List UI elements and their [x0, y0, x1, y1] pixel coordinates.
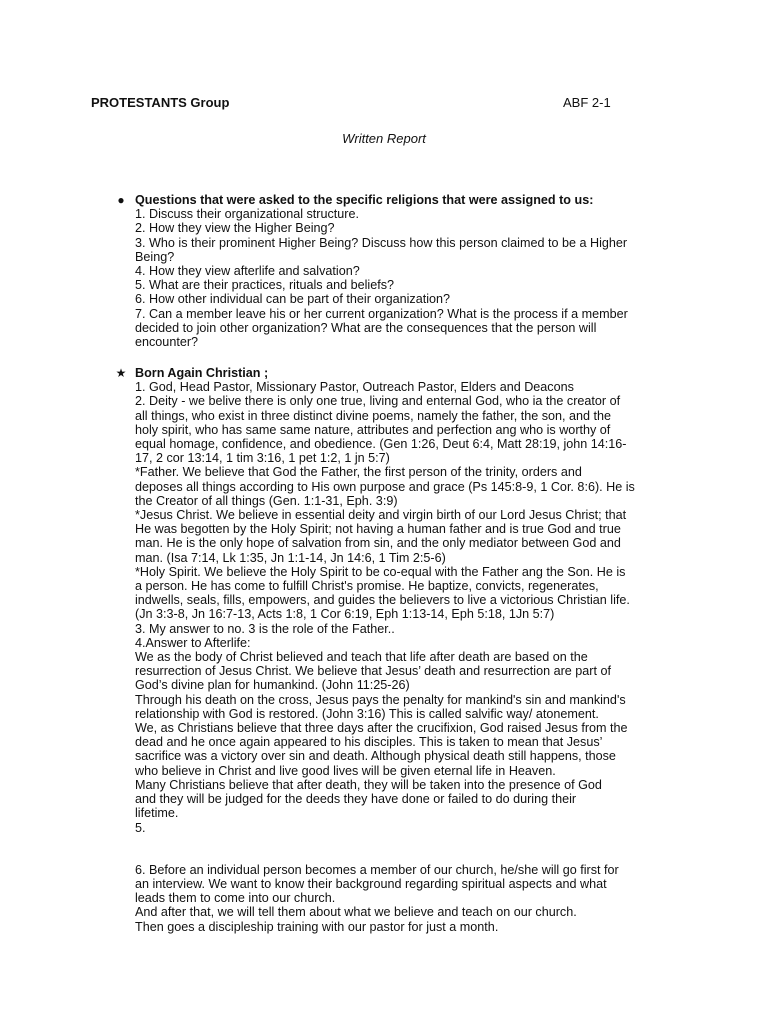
questions-heading: Questions that were asked to the specific religions that were assigned to us:: [135, 193, 594, 207]
answer-line: equal homage, confidence, and obedience. (Gen 1:26, Deut 6:4, Matt 28:19, john 14:16-: [135, 437, 627, 452]
answer-line: who believe in Christ and live good lives will be given eternal life in Heaven.: [135, 763, 556, 778]
answer-line: He was begotten by the Holy Spirit; not having a human father and is true God and true: [135, 522, 621, 537]
answer-line: We as the body of Christ believed and teach that life after death are based on the: [135, 650, 588, 665]
answer-line: And after that, we will tell them about what we believe and teach on our church.: [135, 905, 577, 920]
answer-line: God’s divine plan for humankind. (John 11:25-26): [135, 678, 410, 693]
question-line: 2. How they view the Higher Being?: [135, 221, 335, 236]
answer-line: man. He is the only hope of salvation from sin, and the only mediator between God and: [135, 536, 621, 551]
answer-line: sacrifice was a victory over sin and death. Although physical death still happens, those: [135, 749, 616, 764]
section-code: ABF 2-1: [563, 95, 611, 110]
question-line: 4. How they view afterlife and salvation?: [135, 264, 360, 279]
question-line: 5. What are their practices, rituals and beliefs?: [135, 278, 394, 293]
paragraph-gap: [135, 849, 680, 863]
answer-line: 1. God, Head Pastor, Missionary Pastor, Outreach Pastor, Elders and Deacons: [135, 380, 574, 395]
answer-line: *Jesus Christ. We believe in essential deity and virgin birth of our Lord Jesus Christ; that: [135, 508, 627, 523]
answer-line: 5.: [135, 820, 146, 835]
answer-line: the Creator of all things (Gen. 1:1-31, Eph. 3:9): [135, 493, 398, 508]
answer-line: dead and he once again appeared to his disciples. This is taken to mean that Jesus’: [135, 735, 603, 750]
answer-line: 6. Before an individual person becomes a member of our church, he/she will go first for: [135, 862, 619, 877]
answer-line: relationship with God is restored. (John 3:16) This is called salvific way/ atonement.: [135, 706, 599, 721]
question-line: 6. How other individual can be part of their organization?: [135, 292, 451, 307]
answer-line: indwells, seals, fills, empowers, and guides the believers to live a victorious Christian life.: [135, 593, 630, 608]
answer-line: a person. He has come to fulfill Christ's promise. He baptize, convicts, regenerates,: [135, 579, 599, 594]
answer-line: lifetime.: [135, 806, 179, 821]
answer-line: resurrection of Jesus Christ. We believe that Jesus’ death and resurrection are part of: [135, 664, 611, 679]
report-subtitle: Written Report: [342, 131, 426, 146]
paragraph-gap: [135, 835, 680, 849]
question-line: 3. Who is their prominent Higher Being? Discuss how this person claimed to be a Higher: [135, 235, 628, 250]
answer-line: holy spirit, who has same same nature, attributes and perfection ang who is worthy of: [135, 422, 611, 437]
questions-content: [135, 193, 680, 349]
answer-line: *Father. We believe that God the Father, the first person of the trinity, orders and: [135, 465, 582, 480]
answer-line: Through his death on the cross, Jesus pays the penalty for mankind's sin and mankind's: [135, 692, 626, 707]
question-line: Being?: [135, 249, 175, 264]
question-line: decided to join other organization? What are the consequences that the person will: [135, 320, 597, 335]
born-again-content: [135, 366, 680, 934]
bullet-circle-icon: ●: [117, 193, 125, 207]
question-line: encounter?: [135, 335, 199, 350]
bullet-star-icon: ★: [115, 366, 127, 380]
question-line: 7. Can a member leave his or her current organization? What is the process if a member: [135, 306, 628, 321]
answer-line: We, as Christians believe that three days after the crucifixion, God raised Jesus from the: [135, 721, 628, 736]
answer-line: 4.Answer to Afterlife:: [135, 635, 251, 650]
answer-line: deposes all things according to His own purpose and grace (Ps 145:8-9, 1 Cor. 8:6). He is: [135, 479, 635, 494]
answer-line: leads them to come into our church.: [135, 891, 336, 906]
answer-line: 2. Deity - we belive there is only one true, living and enternal God, who ia the creator of: [135, 394, 621, 409]
answer-line: Many Christians believe that after death, they will be taken into the presence of God: [135, 777, 602, 792]
answer-line: (Jn 3:3-8, Jn 16:7-13, Acts 1:8, 1 Cor 6:19, Eph 1:13-14, Eph 5:18, 1Jn 5:7): [135, 607, 555, 622]
answer-line: man. (Isa 7:14, Lk 1:35, Jn 1:1-14, Jn 14:6, 1 Tim 2:5-6): [135, 550, 446, 565]
question-line: 1. Discuss their organizational structure.: [135, 207, 359, 222]
answer-line: *Holy Spirit. We believe the Holy Spirit to be co-equal with the Father ang the Son. He is: [135, 564, 626, 579]
born-again-heading: Born Again Christian ;: [135, 366, 269, 380]
group-title: PROTESTANTS Group: [91, 95, 230, 110]
answer-line: all things, who exist in three distinct divine poems, namely the father, the son, and the: [135, 408, 612, 423]
answer-line: Then goes a discipleship training with our pastor for just a month.: [135, 919, 499, 934]
answer-line: and they will be judged for the deeds they have done or failed to do during their: [135, 792, 577, 807]
answer-line: 3. My answer to no. 3 is the role of the Father..: [135, 621, 395, 636]
answer-line: an interview. We want to know their background regarding spiritual aspects and what: [135, 876, 607, 891]
answer-line: 17, 2 cor 13:14, 1 tim 3:16, 1 pet 1:2, 1 jn 5:7): [135, 451, 390, 466]
